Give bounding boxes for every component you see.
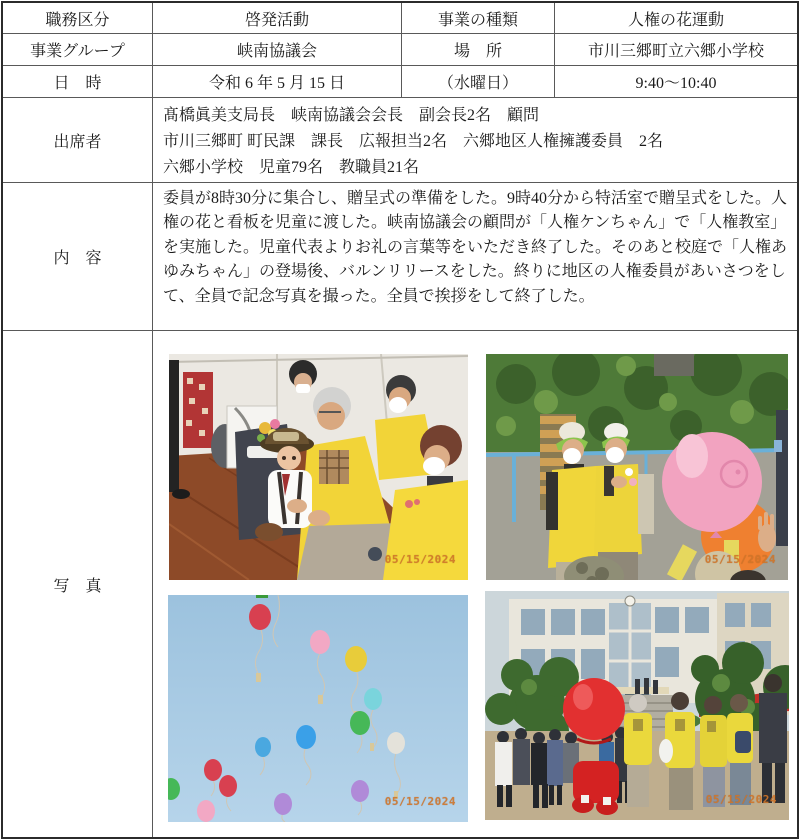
label-photos: 写 真 <box>3 331 153 837</box>
doorway-figure <box>169 360 179 492</box>
clock <box>625 596 635 606</box>
building-shadow <box>654 354 694 376</box>
label-place: 場 所 <box>402 34 555 66</box>
face-mask <box>606 447 624 463</box>
shoulder-bag <box>735 731 751 753</box>
photo-balloon-release-sky <box>168 595 468 822</box>
suited-person <box>776 410 788 546</box>
photo-timestamp: 05/15/2024 <box>704 553 776 566</box>
photo-indoor-ceremony <box>169 354 468 580</box>
schoolyard-illustration <box>485 591 789 820</box>
photo-playground-balloons <box>486 354 788 580</box>
face-mask <box>563 448 581 464</box>
playground-illustration <box>486 354 788 580</box>
face-mask <box>423 457 445 475</box>
value-place: 市川三郷町立六郷小学校 <box>555 34 797 66</box>
value-weekday: （水曜日） <box>402 66 555 98</box>
checkered-shirt <box>319 450 349 484</box>
white-bag <box>659 739 673 763</box>
label-content: 内 容 <box>3 183 153 331</box>
label-job-category: 職務区分 <box>3 3 153 34</box>
bystander <box>638 474 654 534</box>
attendees-line-2: 市川三郷町 町民課 課長 広報担当2名 六郷地区人権擁護委員 2名 <box>163 133 664 150</box>
content-paragraph: 委員が8時30分に集合し、贈呈式の準備をした。9時40分から特活室で贈呈式をした。人権の花と看板を児童に渡した。峡南協議会の顧問が「人権ケンちゃん」で「人権教室」を実施した。児童代表よりお礼の言葉等をいただき終了した。そのあと校庭で「人権あゆみちゃん」の登場後、バルンリリースをした。終りに地区の人権委員があいさつをして、全員で記念写真を撮った。全員で挨拶をして終了した。 <box>163 190 788 305</box>
photos-cell <box>153 331 797 837</box>
photo-timestamp: 05/15/2024 <box>705 793 777 806</box>
attendees-cell <box>153 98 797 183</box>
label-date-time: 日 時 <box>3 66 153 98</box>
distant-figures <box>635 678 658 694</box>
photo-timestamp: 05/15/2024 <box>384 553 456 566</box>
report-table <box>1 1 799 839</box>
value-business-group: 峡南協議会 <box>153 34 402 66</box>
sky-balloons-illustration <box>168 595 468 822</box>
face-mask <box>389 397 407 413</box>
indoor-ceremony-illustration <box>169 354 468 580</box>
attendees-line-1: 髙橋眞美支局長 峡南協議会会長 副会長2名 顧問 <box>163 107 540 124</box>
attendees-line-3: 六郷小学校 児童79名 教職員21名 <box>163 159 420 176</box>
value-job-category: 啓発活動 <box>153 3 402 34</box>
label-business-group: 事業グループ <box>3 34 153 66</box>
wristwatch <box>368 547 382 561</box>
value-time-range: 9:40～10:40 <box>555 66 797 98</box>
label-project-type: 事業の種類 <box>402 3 555 34</box>
value-project-type: 人権の花運動 <box>555 3 797 34</box>
value-date: 令和 6 年 5 月 15 日 <box>153 66 402 98</box>
label-attendees: 出席者 <box>3 98 153 183</box>
face-mask <box>296 384 310 393</box>
photo-timestamp: 05/15/2024 <box>384 795 456 808</box>
photo-schoolyard-mascot <box>485 591 789 820</box>
content-cell <box>153 183 797 331</box>
clasped-hands <box>611 476 627 488</box>
